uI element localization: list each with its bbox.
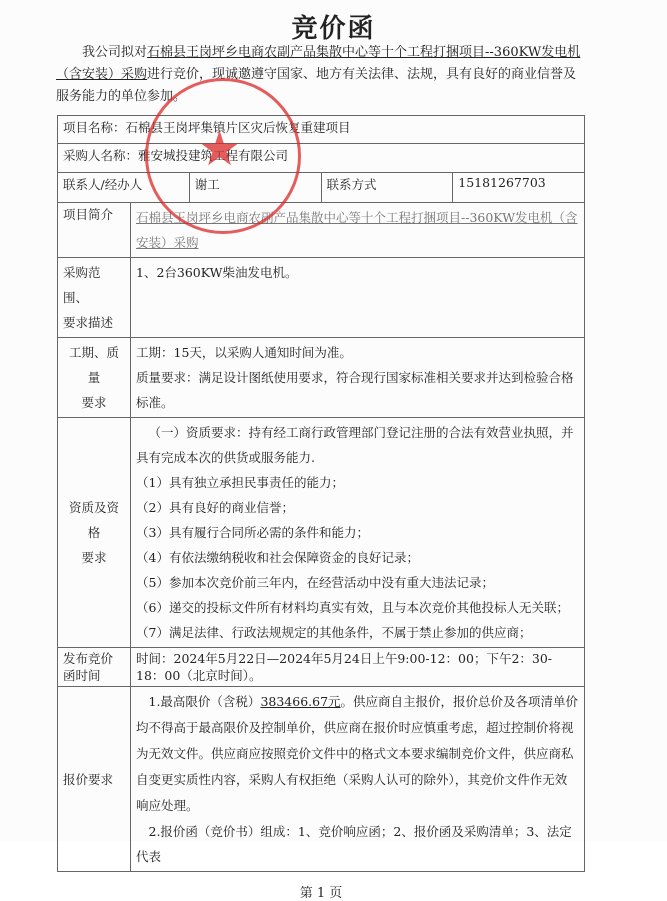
intro-value: 石棉县王岗坪乡电商农副产品集散中心等十个工程打捆项目--360KW发电机（含安装）采购 xyxy=(136,210,578,250)
quality-value: 质量要求：满足设计图纸使用要求，符合现行国家标准相关要求并达到检验合格标准。 xyxy=(136,370,574,410)
qual-item: （2）具有良好的商业信誉； xyxy=(136,500,294,515)
price-post: 。供应商自主报价，报价总价及各项清单价均不得高于最高限价及控制单价，供应商在报价时应慎重考虑，超过控制价将视为无效文件。供应商应按照竞价文件中的格式文本要求编制竞价文件，供应商私自变更实质性内容，采购人有权拒绝（采购人认可的除外），其竞价文件作无效响应处理。 xyxy=(136,694,579,813)
qual-item: （4）有依法缴纳税收和社会保障资金的良好记录； xyxy=(136,550,419,565)
qual-item: （3）具有履行合同所必需的条件和能力； xyxy=(136,525,369,540)
project-name: 项目名称：石棉县王岗坪集镇片区灾后恢复重建项目 xyxy=(58,116,585,144)
qual-item: （1）具有独立承担民事责任的能力； xyxy=(136,475,344,490)
scope-label-line: 要求描述 xyxy=(63,315,114,330)
seal-star-icon: ★ xyxy=(198,121,242,177)
period-label-line: 要求 xyxy=(81,395,107,410)
qual-item: （一）资质要求：持有经工商行政管理部门登记注册的合法有效营业执照，并具有完成本次的供货或服务能力. xyxy=(136,425,574,465)
qual-list xyxy=(131,418,585,648)
document-title: 竞价函 xyxy=(291,14,376,44)
scope-label-line: 采购范围、 xyxy=(63,265,101,305)
price-label: 报价要求 xyxy=(58,687,131,872)
phone-label: 联系方式 xyxy=(321,173,453,203)
intro-project: 石棉县王岗坪乡电商农副产品集散中心等十个工程打捆项目--360KW发电机（含安装）采购 xyxy=(56,45,581,82)
price-value xyxy=(131,687,585,872)
price-item-2: 2.报价函（竞价书）组成：1、竞价响应函；2、报价函及采购清单；3、法定代表 xyxy=(136,824,572,864)
scope-label xyxy=(58,258,131,338)
qual-item: （6）递交的投标文件所有材料均真实有效，且与本次竞价其他投标人无关联； xyxy=(136,600,569,615)
page-number: 第 1 页 xyxy=(299,886,343,901)
intro-label: 项目简介 xyxy=(58,203,131,258)
intro-text-end: 进行竞价，现诚邀遵守国家、地方有关法律、法规，具有良好的商业信誉及服务能力的单位参加。 xyxy=(56,67,577,104)
qual-label xyxy=(58,418,131,648)
qual-label-line: 资质及资格 xyxy=(68,500,119,540)
time-value: 时间：2024年5月22日—2024年5月24日上午9:00-12：00；下午2：30-18：00（北京时间）。 xyxy=(131,648,585,687)
contact-label: 联系人/经办人 xyxy=(58,173,190,203)
detail-table xyxy=(57,202,585,872)
contact-value: 谢工 xyxy=(189,173,321,203)
period-label xyxy=(58,338,131,418)
intro-paragraph xyxy=(56,42,588,108)
phone-value: 15181267703 xyxy=(453,173,585,203)
period-value: 工期：15天，以采购人通知时间为准。 xyxy=(136,345,352,360)
info-table xyxy=(57,115,585,203)
price-amount: 383466.67元 xyxy=(260,694,341,709)
time-label: 发布竞价函时间 xyxy=(58,648,131,687)
qual-item: （5）参加本次竞价前三年内，在经营活动中没有重大违法记录； xyxy=(136,575,494,590)
intro-text: 我公司拟对 xyxy=(82,45,148,60)
tables-wrapper xyxy=(57,115,585,901)
period-label-line: 工期、质量 xyxy=(68,345,119,385)
price-pre: 1.最高限价（含税） xyxy=(148,694,261,709)
qual-label-line: 要求 xyxy=(81,550,107,565)
qual-item: （7）满足法律、行政法规规定的其他条件，不属于禁止参加的供应商； xyxy=(136,625,532,640)
scope-value: 1、2台360KW柴油发电机。 xyxy=(136,265,298,280)
buyer-name: 采购人名称：雅安城投建筑工程有限公司 xyxy=(58,144,585,173)
